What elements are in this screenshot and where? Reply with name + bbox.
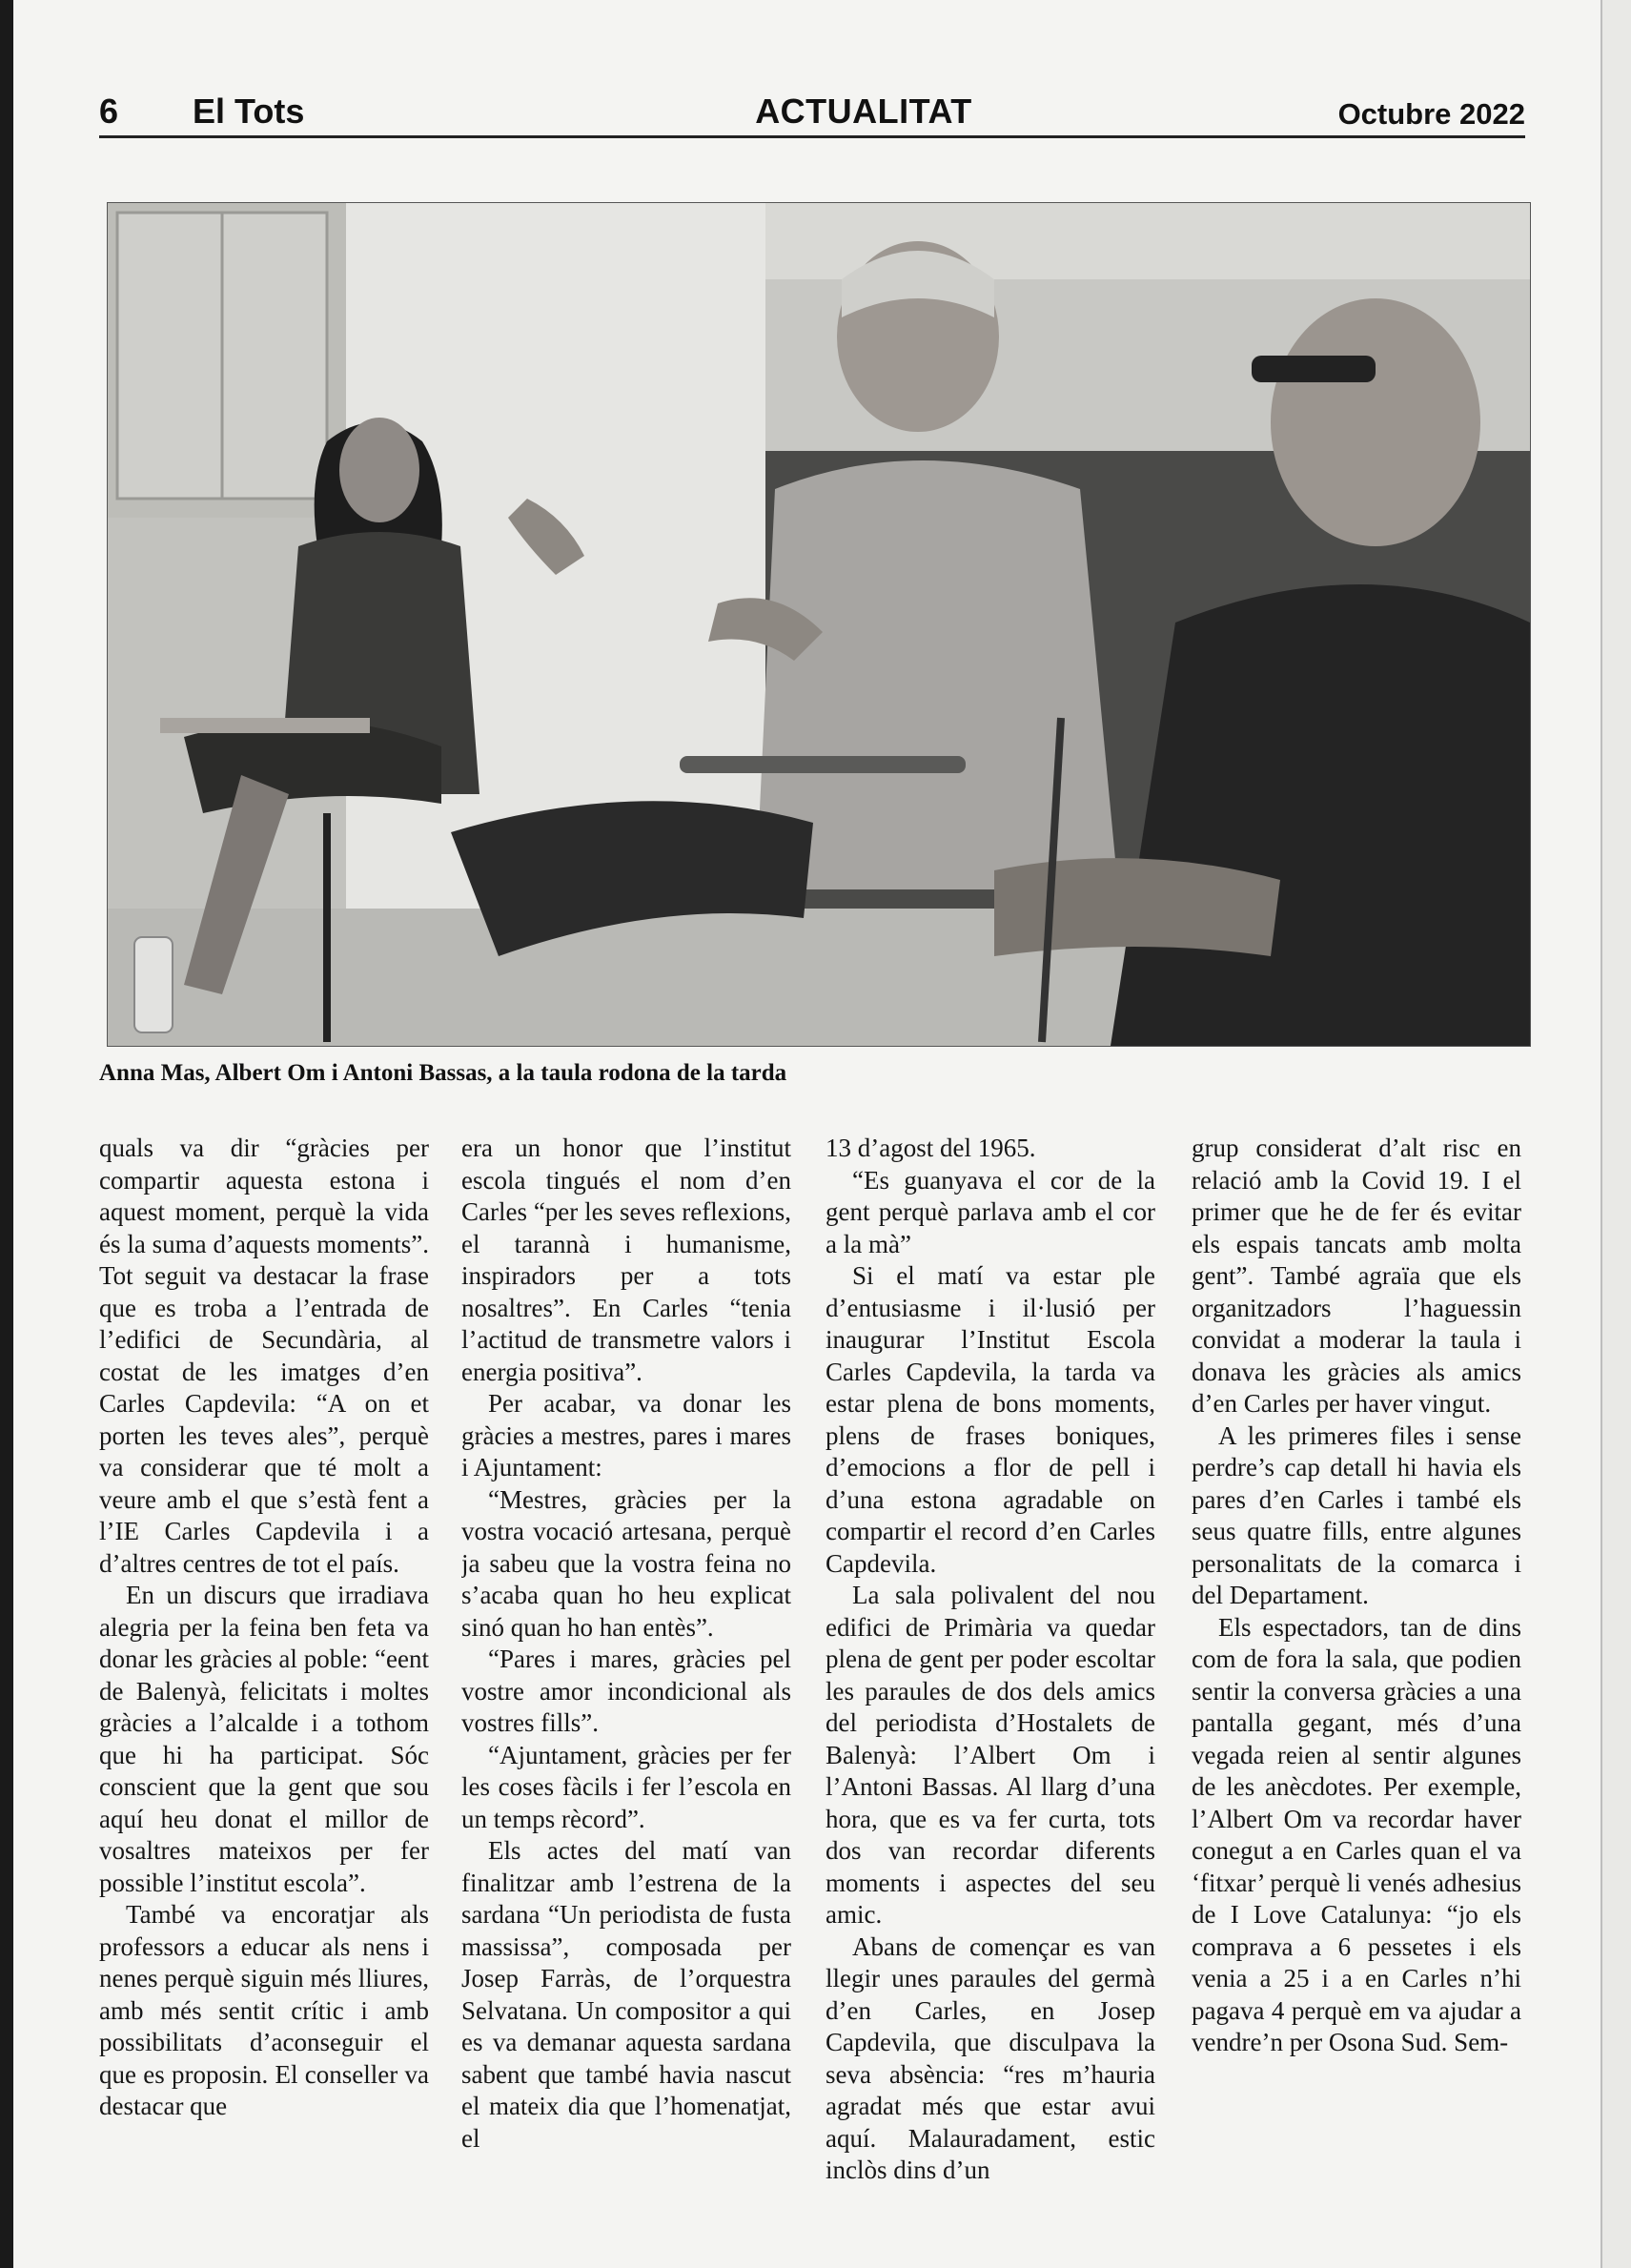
paragraph: era un honor que l’institut escola tingués el nom d’en Carles “per les seves reflexions, el tarannà i humanisme, inspiradors per a tots nosaltres”. En Carles “tenia l’actitud de transmetre valors i energia positiva”.: [461, 1134, 791, 1386]
paragraph: “Es guanyava el cor de la gent perquè parlava amb el cor a la mà”: [826, 1165, 1155, 1258]
adjacent-page-edge: [1600, 0, 1631, 2268]
paragraph: En un discurs que irradiava alegria per la feina ben feta va donar les gràcies al poble: “eent de Balenyà, felicitats i moltes gràcies a l’alcalde i a tothom que hi ha participat. Sóc conscient que la gent que sou aquí heu donat el millor de vosaltres mateixos per fer possible l’institut escola”.: [99, 1581, 429, 1897]
article-column-1: [99, 1133, 429, 2258]
masthead: El Tots: [193, 92, 305, 131]
article-column-3: [826, 1133, 1155, 2258]
paragraph: Abans de començar es van llegir unes paraules del germà d’en Carles, en Josep Capdevila, que disculpava la seva absència: “res m’hauria agradat més que estar avui aquí. Malauradament, estic inclòs dins d’un: [826, 1931, 1155, 2184]
paragraph: Si el matí va estar ple d’entusiasme i il·lusió per inaugurar l’Institut Escola Carles Capdevila, la tarda va estar plena de bons moments, plens de frases boniques, d’emocions a flor de pell i d’una estona agradable on compartir el record d’en Carles Capdevila.: [826, 1261, 1155, 1578]
paragraph: “Ajuntament, gràcies per fer les coses fàcils i fer l’escola en un temps rècord”.: [461, 1740, 791, 1833]
paragraph: “Pares i mares, gràcies pel vostre amor incondicional als vostres fills”.: [461, 1645, 791, 1737]
paragraph: “Mestres, gràcies per la vostra vocació artesana, perquè ja sabeu que la vostra feina no s’acaba quan ho heu explicat sinó quan ho han entès”.: [461, 1484, 791, 1642]
photo-round-table-three-people-icon: [108, 203, 1530, 1046]
photo-caption: Anna Mas, Albert Om i Antoni Bassas, a la taula rodona de la tarda: [99, 1060, 787, 1086]
section-title: ACTUALITAT: [755, 92, 972, 131]
paragraph: grup considerat d’alt risc en relació amb la Covid 19. I el primer que he de fer és evitar els espais tancats amb molta gent”. També agraïa que els organitzadors l’haguessin convidat a moderar la taula i donava les gràcies als amics d’en Carles per haver vingut.: [1192, 1134, 1521, 1418]
paragraph: També va encoratjar als professors a educar als nens i nenes perquè siguin més lliures, amb més sentit crític i amb possibilitats d’aconseguir el que es proposin. El conseller va destacar que: [99, 1900, 429, 2120]
article-column-4: [1192, 1133, 1521, 2258]
event-photo: [107, 202, 1531, 1047]
paragraph: Per acabar, va donar les gràcies a mestres, pares i mares i Ajuntament:: [461, 1389, 791, 1481]
paragraph: quals va dir “gràcies per compartir aquesta estona i aquest moment, perquè la vida és la suma d’aquests moments”. Tot seguit va destacar la frase que es troba a l’entrada de l’edifici de Secundària, al costat de les imatges d’en Carles Capdevila: “A on et porten les teves ales”, perquè va considerar que té molt a veure amb el que s’està fent a l’IE Carles Capdevila i a d’altres centres de tot el país.: [99, 1134, 429, 1578]
article-column-2: [461, 1133, 791, 2258]
page-header: [99, 88, 1525, 138]
paragraph: La sala polivalent del nou edifici de Primària va quedar plena de gent per poder escoltar les paraules de dos dels amics del periodista d’Hostalets de Balenyà: l’Albert Om i l’Antoni Bassas. Al llarg d’una hora, que es va fer curta, tots dos van recordar diferents moments i aspectes del seu amic.: [826, 1581, 1155, 1929]
paragraph: Els espectadors, tan de dins com de fora la sala, que podien sentir la conversa gràcies a una pantalla gegant, més d’una vegada reien al sentir algunes de les anècdotes. Per exemple, l’Albert Om va recordar haver conegut a en Carles quan el va ‘fitxar’ perquè li venés adhesius de I Love Catalunya: “jo els comprava a 6 pessetes i els venia a 25 i a en Carles n’hi pagava 4 perquè em va ajudar a vendre’n per Osona Sud. Sem-: [1192, 1612, 1521, 2056]
paragraph: Els actes del matí van finalitzar amb l’estrena de la sardana “Un periodista de fusta massissa”, composada per Josep Farràs, de l’orquestra Selvatana. Un compositor a qui es va demanar aquesta sardana sabent que també havia nascut el mateix dia que l’homenatjat, el: [461, 1836, 791, 2153]
paragraph: 13 d’agost del 1965.: [826, 1134, 1036, 1162]
issue-date: Octubre 2022: [1337, 97, 1525, 131]
paragraph: A les primeres files i sense perdre’s cap detall hi havia els pares d’en Carles i també els seus quatre fills, entre algunes personalitats de la comarca i del Departament.: [1192, 1420, 1521, 1609]
page-number: 6: [99, 92, 119, 131]
